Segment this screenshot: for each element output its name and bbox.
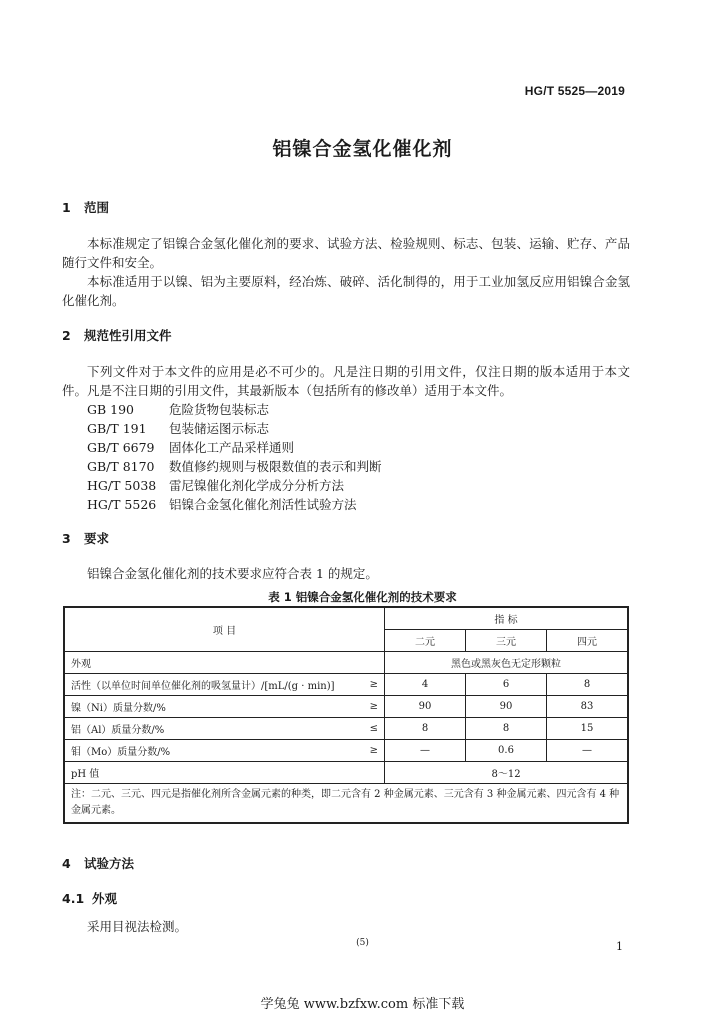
reference-name: 雷尼镍催化剂化学成分分析方法: [169, 478, 345, 493]
section-number: 2: [62, 328, 71, 343]
requirements-table: [63, 606, 629, 824]
section-number: 4.1: [62, 891, 85, 906]
table-header-row: [64, 607, 628, 630]
row-item: 镍（Ni）质量分数/%: [71, 703, 166, 714]
section-title: 要求: [84, 531, 110, 546]
reference-item: [87, 419, 269, 438]
row-item: pH 值: [64, 762, 385, 784]
section-title: 范围: [84, 200, 110, 215]
row-item: 铝（Al）质量分数/%: [71, 725, 165, 736]
row-value: 4: [385, 674, 466, 696]
reference-name: 危险货物包装标志: [169, 402, 270, 417]
table-row: [64, 696, 628, 718]
row-value: 90: [385, 696, 466, 718]
reference-name: 包装储运图示标志: [169, 421, 270, 436]
reference-code: HG/T 5038: [87, 478, 157, 493]
reference-item: [87, 495, 357, 514]
row-item-cell: [64, 696, 385, 718]
row-value: 8: [385, 718, 466, 740]
references-intro: 下列文件对于本文件的应用是必不可少的。凡是注日期的引用文件，仅注日期的版本适用于本文件。凡是不注日期的引用文件，其最新版本（包括所有的修改单）适用于本文件。: [62, 364, 630, 398]
section-3-heading: [62, 529, 109, 547]
row-item-cell: [64, 718, 385, 740]
reference-name: 数值修约规则与极限数值的表示和判断: [169, 459, 382, 474]
reference-code: HG/T 5526: [87, 497, 157, 512]
table-row: [64, 718, 628, 740]
reference-code: GB/T 191: [87, 421, 147, 436]
section-number: 1: [62, 200, 71, 215]
reference-item: [87, 438, 294, 457]
row-value: 6: [465, 674, 546, 696]
row-merged-value: 黑色或黑灰色无定形颗粒: [385, 652, 628, 674]
standard-code: HG/T 5525—2019: [524, 84, 625, 98]
reference-item: [87, 476, 344, 495]
row-value: 0.6: [465, 740, 546, 762]
row-operator: ≤: [369, 723, 379, 734]
row-value: 90: [465, 696, 546, 718]
row-value: 8: [465, 718, 546, 740]
table-row: [64, 674, 628, 696]
footer-watermark: 学兔兔 www.bzfxw.com 标准下载: [260, 997, 465, 1012]
scope-paragraph-1: 本标准规定了铝镍合金氢化催化剂的要求、试验方法、检验规则、标志、包装、运输、贮存、产品随行文件和安全。: [62, 236, 630, 270]
table-note: 注：二元、三元、四元是指催化剂所含金属元素的种类，即二元含有 2 种金属元素、三元含有 3 种金属元素、四元含有 4 种金属元素。: [64, 784, 628, 824]
row-operator: ≥: [369, 701, 379, 712]
row-item-cell: [64, 674, 385, 696]
row-operator: ≥: [369, 679, 379, 690]
reference-item: [87, 457, 382, 476]
section-4-heading: [62, 854, 134, 872]
column-header: 四元: [547, 630, 628, 652]
section-title: 外观: [92, 891, 118, 906]
reference-name: 固体化工产品采样通则: [169, 440, 295, 455]
requirements-text: 铝镍合金氢化催化剂的技术要求应符合表 1 的规定。: [87, 566, 378, 581]
row-item-cell: [64, 740, 385, 762]
table-caption: 表 1 铝镍合金氢化催化剂的技术要求: [268, 590, 457, 604]
section-2-heading: [62, 326, 172, 344]
document-title: 铝镍合金氢化催化剂: [272, 138, 453, 160]
page-number: 1: [616, 940, 623, 953]
section-number: 4: [62, 856, 71, 871]
column-header: 三元: [465, 630, 546, 652]
section-title: 试验方法: [84, 856, 135, 871]
reference-item: [87, 400, 269, 419]
header-index: 指 标: [385, 607, 628, 630]
row-value: —: [547, 740, 628, 762]
page-label: (5): [356, 938, 369, 948]
row-value: 83: [547, 696, 628, 718]
row-value: —: [385, 740, 466, 762]
row-value: 8: [547, 674, 628, 696]
table-row: [64, 740, 628, 762]
reference-code: GB 190: [87, 402, 135, 417]
table-note-row: [64, 784, 628, 824]
scope-paragraph-2: 本标准适用于以镍、铝为主要原料，经冶炼、破碎、活化制得的，用于工业加氢反应用铝镍合金氢化催化剂。: [62, 274, 630, 308]
row-item: 外观: [64, 652, 385, 674]
appearance-method-text: 采用目视法检测。: [87, 919, 188, 934]
section-title: 规范性引用文件: [84, 328, 172, 343]
section-1-heading: [62, 198, 109, 216]
reference-code: GB/T 8170: [87, 459, 155, 474]
column-header: 二元: [385, 630, 466, 652]
row-value: 15: [547, 718, 628, 740]
table-row: [64, 652, 628, 674]
row-item: 活性（以单位时间单位催化剂的吸氢量计）/[mL/(g · min)]: [71, 681, 335, 692]
section-4-1-heading: [62, 889, 117, 907]
row-item: 钼（Mo）质量分数/%: [71, 747, 171, 758]
table-row: [64, 762, 628, 784]
header-item: 项 目: [64, 607, 385, 652]
row-operator: ≥: [369, 745, 379, 756]
reference-name: 铝镍合金氢化催化剂活性试验方法: [169, 497, 357, 512]
section-number: 3: [62, 531, 71, 546]
reference-code: GB/T 6679: [87, 440, 155, 455]
row-merged-value: 8～12: [385, 762, 628, 784]
